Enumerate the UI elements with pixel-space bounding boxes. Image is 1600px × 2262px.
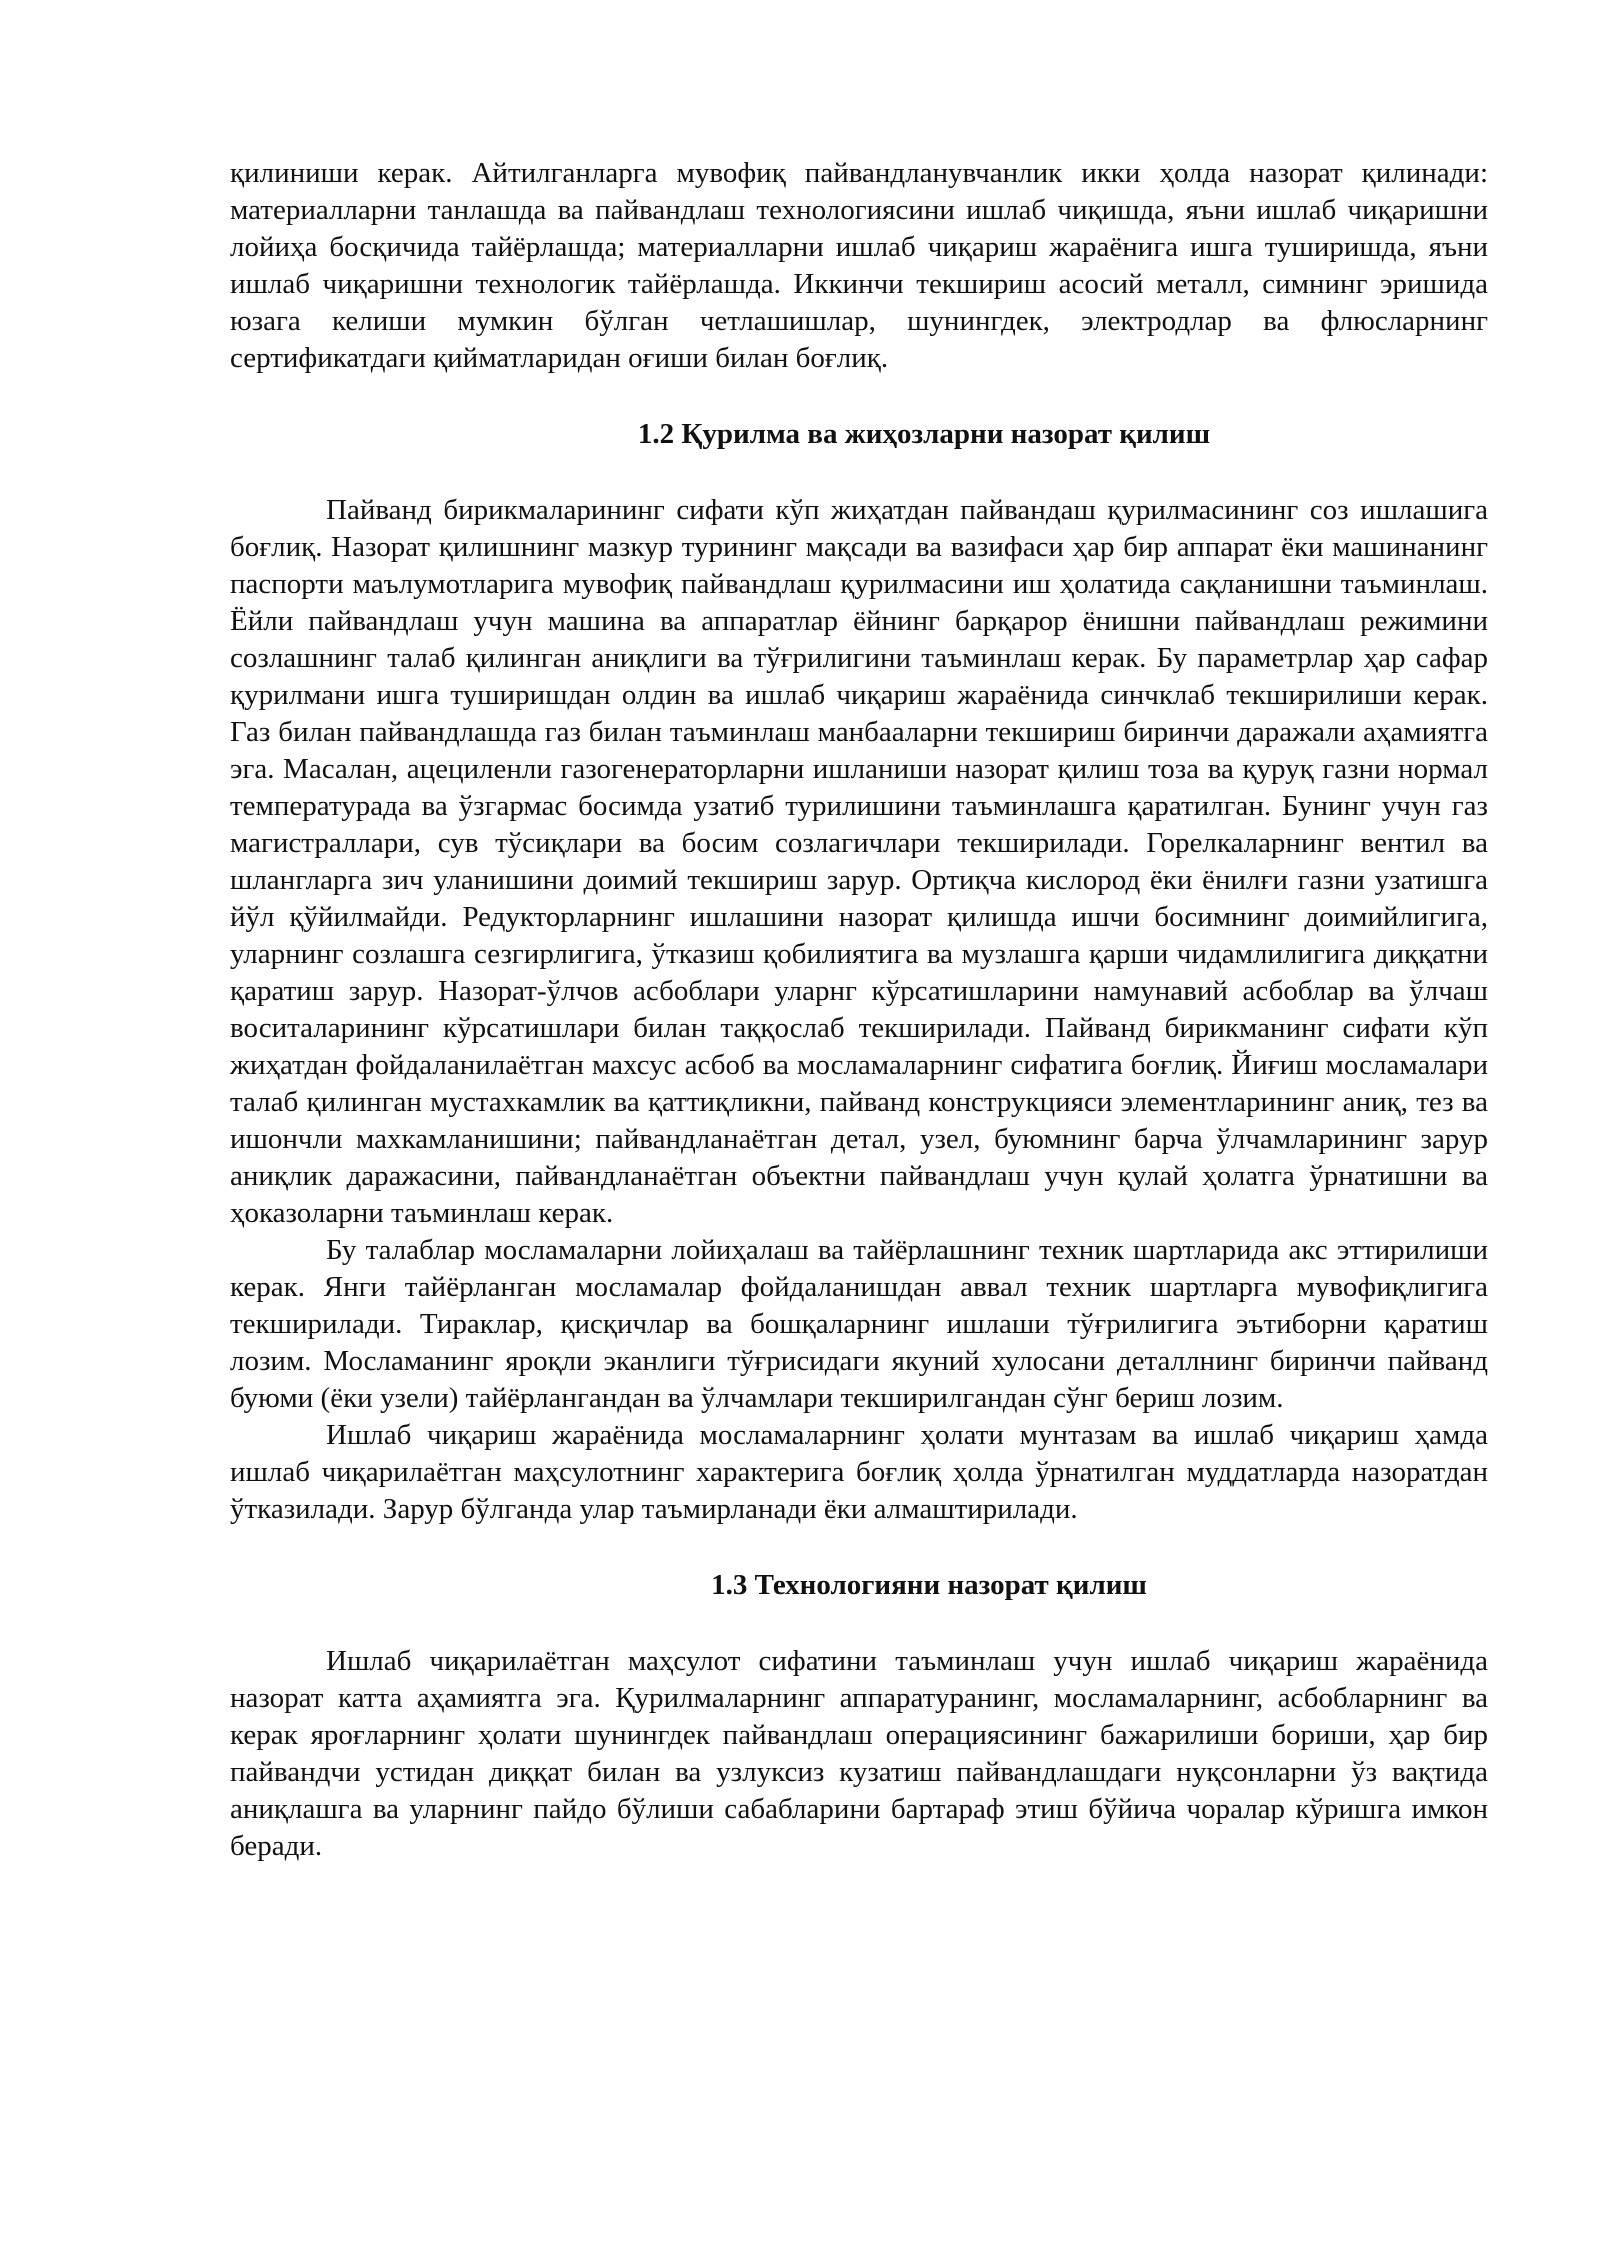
paragraph-intro: қилиниши керак. Айтилганларга мувофиқ пайвандланувчанлик икки ҳолда назорат қилинади: материалларни танлашда ва пайвандлаш технологиясини ишлаб чиқишда, яъни ишлаб чиқаришни лойиҳа босқичида тайёрлашда; материалларни ишлаб чиқариш жараёнига ишга туширишда, яъни ишлаб чиқаришни технологик тайёрлашда. Иккинчи текшириш асосий металл, симнинг эришида юзага келиши мумкин бўлган четлашишлар, шунингдек, электродлар ва флюсларнинг сертификатдаги қийматларидан оғиши билан боғлиқ. <box>230 157 1488 374</box>
section-heading-1-2: 1.2 Қурилма ва жиҳозларни назорат қилиш <box>637 418 1211 450</box>
paragraph-equipment-control: Пайванд бирикмаларининг сифати кўп жиҳатдан пайвандаш қурилмасининг соз ишлашига боғлиқ. Назорат қилишнинг мазкур турининг мақсади ва вазифаси ҳар бир аппарат ёки машинанинг паспорти маълумотларига мувофиқ пайвандлаш қурилмасини иш ҳолатида сақланишни таъминлаш. Ёйли пайвандлаш учун машина ва аппаратлар ёйнинг барқарор ёнишни пайвандлаш режимини созлашнинг талаб қилинган аниқлиги ва тўғрилигини таъминлаш керак. Бу параметрлар ҳар сафар қурилмани ишга туширишдан олдин ва ишлаб чиқариш жараёнида синчклаб текширилиши керак. Газ билан пайвандлашда газ билан таъминлаш манбааларни текшириш биринчи даражали аҳамиятга эга. Масалан, ацециленли газогенераторларни ишланиши назорат қилиш тоза ва қуруқ газни нормал температурада ва ўзгармас босимда узатиб турилишини таъминлашга қаратилган. Бунинг учун газ магистраллари, сув тўсиқлари ва босим созлагичлари текширилади. Горелкаларнинг вентил ва шлангларга зич уланишини доимий текшириш зарур. Ортиқча кислород ёки ёнилғи газни узатишга йўл қўйилмайди. Редукторларнинг ишлашини назорат қилишда ишчи босимнинг доимийлигига, уларнинг созлашга сезгирлигига, ўтказиш қобилиятига ва музлашга қарши чидамлилигига диққатни қаратиш зарур. Назорат-ўлчов асбоблари уларнг кўрсатишларини намунавий асбоблар ва ўлчаш воситаларининг кўрсатишлари билан таққослаб текширилади. Пайванд бирикманинг сифати кўп жиҳатдан фойдаланилаётган махсус асбоб ва мосламаларнинг сифатига боғлиқ. Йиғиш мосламалари талаб қилинган мустахкамлик ва қаттиқликни, пайванд конструкцияси элементларининг аниқ, тез ва ишончли махкамланишини; пайвандланаётган детал, узел, буюмнинг барча ўлчамларининг зарур аниқлик даражасини, пайвандланаётган объектни пайвандлаш учун қулай ҳолатга ўрнатишни ва ҳоказоларни таъминлаш керак. <box>230 494 1488 1229</box>
paragraph-fixture-requirements: Бу талаблар мосламаларни лойиҳалаш ва тайёрлашнинг техник шартларида акс эттирилиши керак. Янги тайёрланган мосламалар фойдаланишдан аввал техник шартларга мувофиқлигига текширилади. Тираклар, қисқичлар ва бошқаларнинг ишлаши тўғрилигига эътиборни қаратиш лозим. Мосламанинг яроқли эканлиги тўғрисидаги якуний хулосани деталлнинг биринчи пайванд буюми (ёки узели) тайёрлангандан ва ўлчамлари текширилгандан сўнг бериш лозим. <box>230 1234 1488 1414</box>
spacer <box>230 377 1488 416</box>
spacer <box>230 1528 1488 1567</box>
spacer <box>230 453 1488 492</box>
paragraph-technology-control: Ишлаб чиқарилаётган маҳсулот сифатини таъминлаш учун ишлаб чиқариш жараёнида назорат катта аҳамиятга эга. Қурилмаларнинг аппаратуранинг, мосламаларнинг, асбобларнинг ва керак яроғларнинг ҳолати шунингдек пайвандлаш операциясининг бажарилиши бориши, ҳар бир пайвандчи устидан диққат билан ва узлуксиз кузатиш пайвандлашдаги нуқсонларни ўз вақтида аниқлашга ва уларнинг пайдо бўлиши сабабларини бартараф этиш бўйича чоралар кўришга имкон беради. <box>230 1645 1488 1862</box>
spacer <box>230 1604 1488 1643</box>
document-page <box>230 155 1488 1865</box>
paragraph-fixture-inspection: Ишлаб чиқариш жараёнида мосламаларнинг ҳолати мунтазам ва ишлаб чиқариш ҳамда ишлаб чиқарилаётган маҳсулотнинг характерига боғлиқ ҳолда ўрнатилган муддатларда назоратдан ўтказилади. Зарур бўлганда улар таъмирланади ёки алмаштирилади. <box>230 1419 1488 1525</box>
section-heading-1-3: 1.3 Технологияни назорат қилиш <box>711 1569 1147 1601</box>
